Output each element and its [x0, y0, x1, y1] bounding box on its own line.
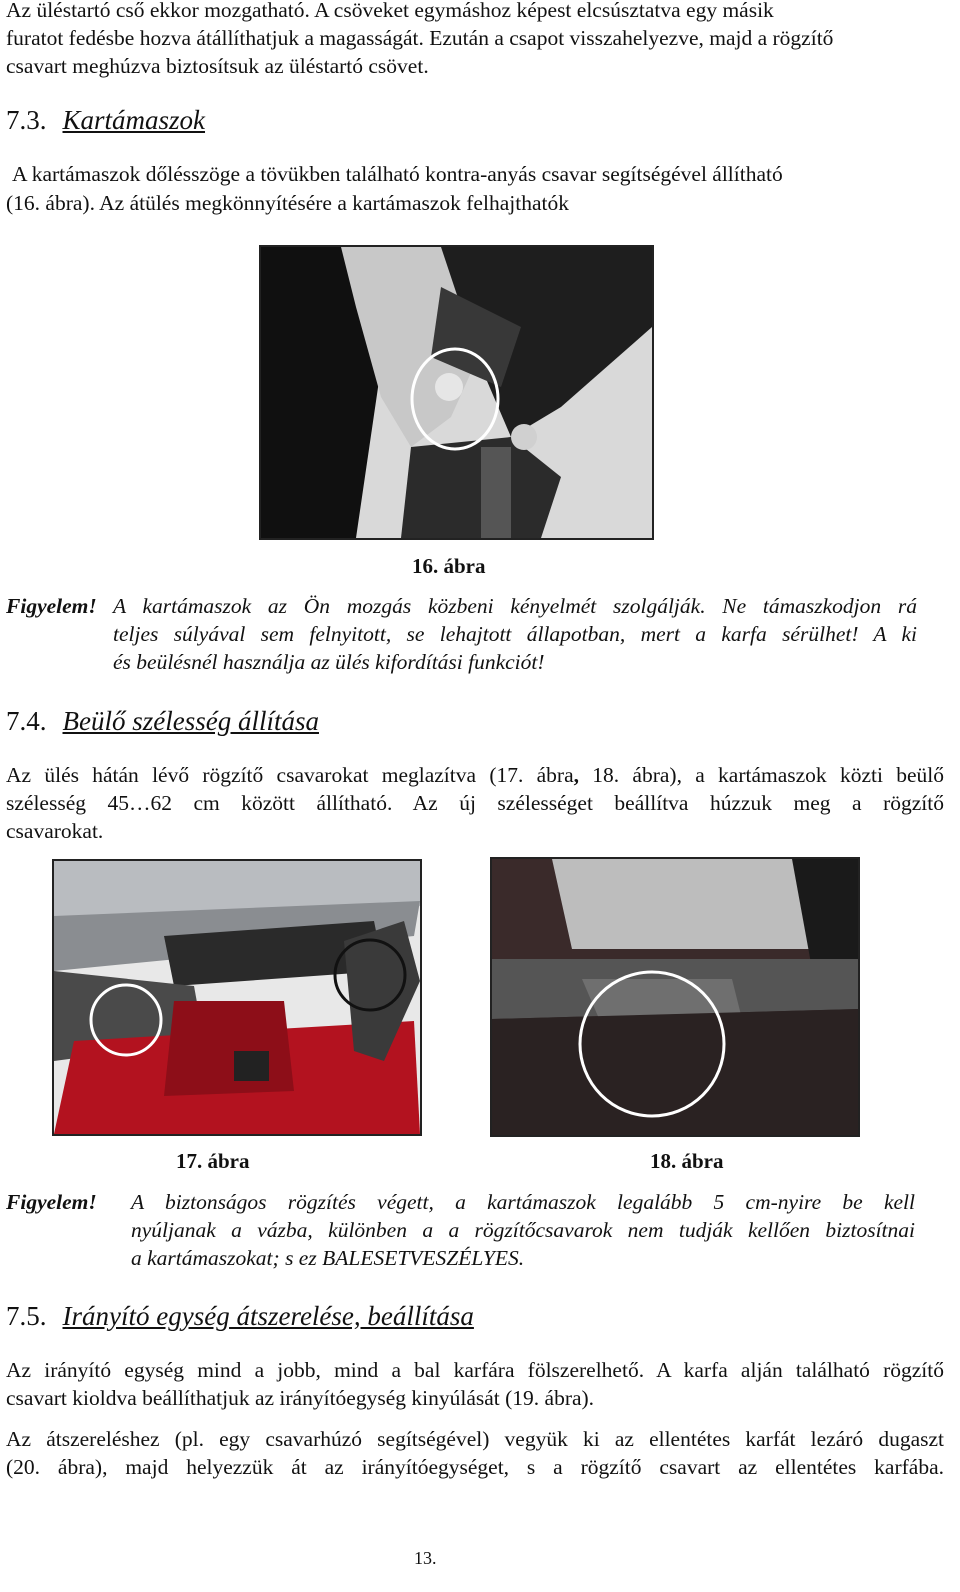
- figure-17-photo: [52, 859, 422, 1136]
- text-span: 18. ábra), a kartámaszok közti beülő: [579, 763, 944, 787]
- text-line: A kartámaszok az Ön mozgás közbeni kényelmét szolgálják. Ne támaszkodjon rá: [113, 594, 917, 618]
- section-7-5-paragraph-2: [6, 1425, 944, 1481]
- section-heading-7-3: [6, 104, 205, 136]
- warning-label: Figyelem!: [6, 594, 97, 618]
- text-line: és beülésnél használja az ülés kifordítási funkciót!: [113, 650, 545, 674]
- section-7-3-body: [12, 160, 932, 188]
- section-title: Irányító egység átszerelése, beállítása: [62, 1301, 474, 1331]
- section-title: Kartámaszok: [62, 105, 206, 135]
- figure-16-caption: 16. ábra: [412, 554, 486, 578]
- text-line: csavart kioldva beállíthatjuk az irányítóegység kinyúlását (19. ábra).: [6, 1386, 595, 1410]
- text-line: szélesség 45…62 cm között állítható. Az új szélességet beállítva húzzuk meg a rögzítő: [6, 791, 944, 815]
- text-span: Az ülés hátán lévő rögzítő csavarokat meglazítva (17. ábra: [6, 763, 574, 787]
- section-7-5-paragraph-1: [6, 1356, 944, 1412]
- warning-label: Figyelem!: [6, 1190, 97, 1214]
- intro-paragraph: [6, 0, 946, 80]
- figure-18-caption: 18. ábra: [650, 1149, 724, 1173]
- warning-text: [113, 592, 917, 676]
- text-line: furatot fedésbe hozva átállíthatjuk a magasságát. Ezután a csapot visszahelyezve, majd a rögzítő: [6, 26, 834, 50]
- text-line: (16. ábra). Az átülés megkönnyítésére a kartámaszok felhajthatók: [6, 191, 569, 215]
- text-line: Az üléstartó cső ekkor mozgatható. A csöveket egymáshoz képest elcsúsztatva egy másik: [6, 0, 774, 22]
- text-line: a kartámaszokat; s ez BALESETVESZÉLYES.: [131, 1246, 525, 1270]
- text-line: Az irányító egység mind a jobb, mind a bal karfára fölszerelhető. A karfa alján található rögzítő: [6, 1358, 944, 1382]
- section-number: 7.3.: [6, 105, 47, 135]
- section-7-4-body: [6, 761, 944, 845]
- figure-17-caption: 17. ábra: [176, 1149, 250, 1173]
- section-7-3-body-2: [6, 189, 926, 217]
- section-number: 7.5.: [6, 1301, 47, 1331]
- text-line: csavarokat.: [6, 819, 104, 843]
- warning-text: [131, 1188, 915, 1272]
- section-heading-7-4: [6, 705, 319, 737]
- text-line: (20. ábra), majd helyezzük át az irányítóegységet, s a rögzítő csavart az ellentétes karfába.: [6, 1455, 944, 1479]
- section-number: 7.4.: [6, 706, 47, 736]
- text-span: ,: [573, 763, 579, 787]
- section-title: Beülő szélesség állítása: [62, 706, 319, 736]
- text-line: Az átszereléshez (pl. egy csavarhúzó segítségével) vegyük ki az ellentétes karfát lezáró dugaszt: [6, 1427, 944, 1451]
- section-heading-7-5: [6, 1300, 474, 1332]
- text-line: A kartámaszok dőlésszöge a tövükben található kontra-anyás csavar segítségével állítható: [12, 162, 783, 186]
- text-line: teljes súlyával sem felnyitott, se lehajtott állapotban, mert a karfa sérülhet! A ki: [113, 622, 917, 646]
- figure-16-photo: [259, 245, 654, 540]
- figure-18-photo: [490, 857, 860, 1137]
- text-line: [6, 761, 944, 789]
- text-line: nyúljanak a vázba, különben a a rögzítőcsavarok nem tudják kellően biztosítnai: [131, 1218, 915, 1242]
- text-line: A biztonságos rögzítés végett, a kartámaszok legalább 5 cm-nyire be kell: [131, 1190, 915, 1214]
- text-line: csavart meghúzva biztosítsuk az üléstartó csövet.: [6, 54, 429, 78]
- page-number: 13.: [414, 1548, 437, 1568]
